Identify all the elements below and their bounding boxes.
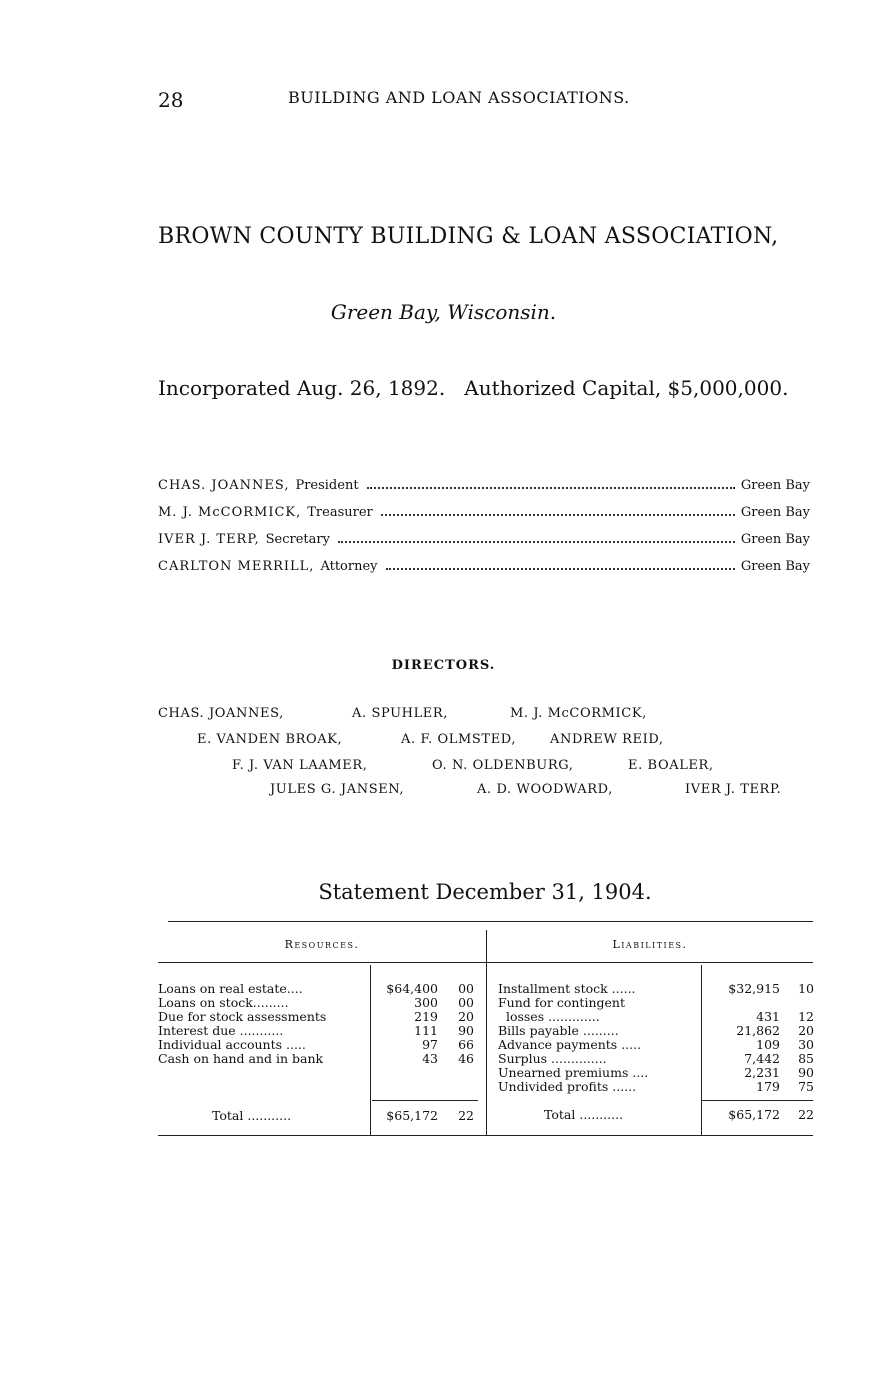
liability-label: Unearned premiums ....	[498, 1065, 649, 1080]
director-name: A. D. WOODWARD,	[477, 782, 613, 797]
dot-leader	[338, 541, 735, 543]
directors-line	[232, 758, 714, 773]
officer-city: Green Bay	[740, 478, 810, 493]
liability-cents: 12	[798, 1009, 814, 1024]
page-number: 28	[158, 88, 184, 112]
director-name: CHAS. JOANNES,	[158, 706, 284, 721]
officer-city: Green Bay	[740, 559, 810, 574]
association-location: Green Bay, Wisconsin.	[330, 300, 557, 324]
resource-dollars: 219	[414, 1009, 438, 1024]
resource-label: Cash on hand and in bank	[158, 1051, 324, 1066]
liability-dollars: 179	[756, 1079, 780, 1094]
resource-dollars: 300	[414, 995, 438, 1010]
resource-cents: 00	[458, 995, 474, 1010]
officer-title: President	[295, 478, 359, 493]
resource-label: Loans on stock.........	[158, 995, 289, 1010]
liability-dollars: $32,915	[728, 981, 780, 996]
resources-total-rule	[372, 1100, 478, 1101]
officer-name: IVER J. TERP,	[158, 532, 260, 547]
dot-leader	[367, 487, 735, 489]
liability-cents: 30	[798, 1037, 814, 1052]
director-name: E. BOALER,	[628, 758, 714, 773]
liability-cents: 20	[798, 1023, 814, 1038]
resource-cents: 90	[458, 1023, 474, 1038]
liability-cents: 10	[798, 981, 814, 996]
directors-heading: DIRECTORS.	[391, 658, 496, 673]
resource-label: Interest due ...........	[158, 1023, 284, 1038]
liabilities-total-rule	[702, 1100, 813, 1101]
liabilities-total-dollars: $65,172	[728, 1107, 780, 1122]
liability-dollars: 109	[756, 1037, 780, 1052]
statement-title: Statement December 31, 1904.	[318, 880, 652, 904]
liability-cents: 75	[798, 1079, 814, 1094]
resource-cents: 46	[458, 1051, 474, 1066]
director-name: IVER J. TERP.	[685, 782, 782, 797]
dot-leader	[386, 568, 735, 570]
liability-label: Undivided profits ......	[498, 1079, 637, 1094]
director-name: F. J. VAN LAAMER,	[232, 758, 368, 773]
directors-line	[197, 732, 664, 747]
liability-dollars: 21,862	[736, 1023, 780, 1038]
directors-line	[158, 706, 647, 721]
officer-name: CARLTON MERRILL,	[158, 559, 315, 574]
liability-cents: 90	[798, 1065, 814, 1080]
resources-total-label: Total ...........	[212, 1108, 292, 1123]
director-name: M. J. McCORMICK,	[510, 706, 647, 721]
resource-dollars: $64,400	[386, 981, 438, 996]
liability-dollars: 431	[756, 1009, 780, 1024]
resource-cents: 00	[458, 981, 474, 996]
officer-city: Green Bay	[740, 532, 810, 547]
officer-title: Attorney	[320, 559, 378, 574]
director-name: ANDREW REID,	[550, 732, 664, 747]
running-head: BUILDING AND LOAN ASSOCIATIONS.	[288, 88, 630, 107]
association-name: BROWN COUNTY BUILDING & LOAN ASSOCIATION,	[158, 224, 779, 249]
dot-leader	[381, 514, 735, 516]
center-divider	[486, 930, 487, 1135]
liability-label: Fund for contingent	[498, 995, 625, 1010]
officer-title: Treasurer	[307, 505, 373, 520]
officer-row	[158, 559, 810, 586]
liabilities-total-cents: 22	[798, 1107, 814, 1122]
resource-dollars: 111	[414, 1023, 438, 1038]
resources-amount-divider	[370, 965, 371, 1135]
liability-dollars: 2,231	[744, 1065, 780, 1080]
table-top-rule	[168, 921, 813, 922]
resources-heading: Resources.	[284, 938, 360, 951]
director-name: A. F. OLMSTED,	[401, 732, 517, 747]
liability-label: Installment stock ......	[498, 981, 636, 996]
incorporation-line: Incorporated Aug. 26, 1892. Authorized Capital, $5,000,000.	[158, 376, 789, 400]
officer-row	[158, 505, 810, 532]
resource-label: Loans on real estate....	[158, 981, 303, 996]
liability-label: losses .............	[498, 1009, 600, 1024]
resource-label: Individual accounts .....	[158, 1037, 306, 1052]
liability-label: Advance payments .....	[498, 1037, 642, 1052]
officers-list	[158, 478, 810, 586]
liability-label: Surplus ..............	[498, 1051, 607, 1066]
director-name: E. VANDEN BROAK,	[197, 732, 343, 747]
director-name: A. SPUHLER,	[352, 706, 449, 721]
resource-dollars: 97	[422, 1037, 438, 1052]
liabilities-total-label: Total ...........	[544, 1107, 624, 1122]
liability-dollars: 7,442	[744, 1051, 780, 1066]
officer-row	[158, 478, 810, 505]
liability-cents: 85	[798, 1051, 814, 1066]
officer-title: Secretary	[265, 532, 330, 547]
resources-total-cents: 22	[458, 1108, 474, 1123]
resource-label: Due for stock assessments	[158, 1009, 327, 1024]
officer-city: Green Bay	[740, 505, 810, 520]
officer-name: M. J. McCORMICK,	[158, 505, 302, 520]
liabilities-heading: Liabilities.	[612, 938, 688, 951]
officer-name: CHAS. JOANNES,	[158, 478, 290, 493]
directors-line	[270, 782, 781, 797]
officer-row	[158, 532, 810, 559]
resource-cents: 20	[458, 1009, 474, 1024]
liabilities-amount-divider	[701, 965, 702, 1135]
resource-dollars: 43	[422, 1051, 438, 1066]
liability-label: Bills payable .........	[498, 1023, 619, 1038]
table-bottom-rule	[158, 1135, 813, 1136]
director-name: O. N. OLDENBURG,	[432, 758, 574, 773]
director-name: JULES G. JANSEN,	[270, 782, 405, 797]
resources-total-dollars: $65,172	[386, 1108, 438, 1123]
resource-cents: 66	[458, 1037, 474, 1052]
